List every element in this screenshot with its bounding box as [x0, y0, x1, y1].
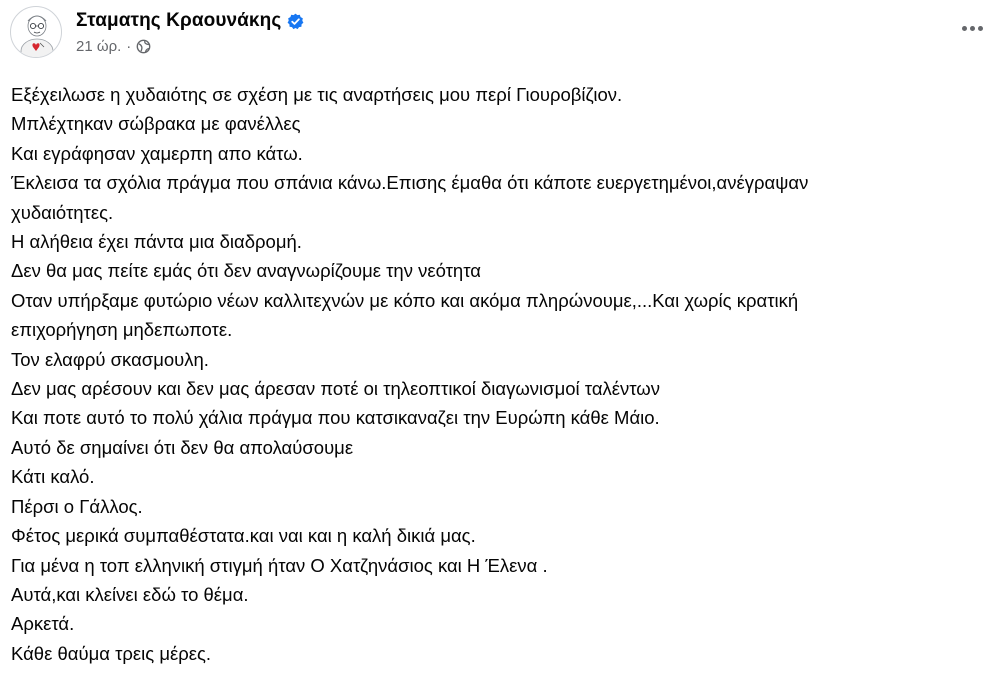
- post-line: Κάθε θαύμα τρεις μέρες.: [11, 642, 212, 664]
- post-timestamp[interactable]: 21 ώρ.: [76, 38, 122, 55]
- post-line: επιχορήγηση μηδεπωποτε.: [11, 319, 233, 341]
- post-line: Αυτό δε σημαίνει ότι δεν θα απολαύσουμε: [11, 436, 354, 458]
- author-name[interactable]: Σταματης Κραουνάκης: [76, 10, 282, 31]
- post-line: Οταν υπήρξαμε φυτώριο νέων καλλιτεχνών με κόπο και ακόμα πληρώνουμε,...Και χωρίς κρατική: [11, 289, 799, 311]
- post-line: Τον ελαφρύ σκασμουλη.: [11, 348, 209, 370]
- post-line: Για μένα η τοπ ελληνική στιγμή ήταν Ο Χατζηνάσιος και Η Έλενα .: [11, 554, 548, 576]
- post-line: Δεν μας αρέσουν και δεν μας άρεσαν ποτέ οι τηλεοπτικοί διαγωνισμοί ταλέντων: [11, 378, 660, 400]
- post-line: Αυτά,και κλείνει εδώ το θέμα.: [11, 583, 249, 605]
- post-header: [10, 6, 304, 66]
- more-options-button[interactable]: [955, 18, 989, 38]
- post-meta: [76, 8, 304, 55]
- post-line: Και ποτε αυτό το πολύ χάλια πράγμα που κατσικαναζει την Ευρώπη κάθε Μάιο.: [11, 407, 660, 429]
- globe-icon[interactable]: [136, 39, 151, 54]
- author-row: [76, 8, 304, 34]
- more-options-icon: [962, 26, 967, 31]
- more-options-icon-dot: [970, 26, 975, 31]
- post-line: Η αλήθεια έχει πάντα μια διαδρομή.: [11, 231, 302, 253]
- post-text: [11, 80, 989, 668]
- more-options-icon-dot: [978, 26, 983, 31]
- post-subline: [76, 38, 304, 55]
- post-line: Πέρσι ο Γάλλος.: [11, 495, 143, 517]
- author-avatar[interactable]: [10, 6, 62, 58]
- separator-dot: ·: [126, 38, 132, 55]
- post-line: Έκλεισα τα σχόλια πράγμα που σπάνια κάνω.Επισης έμαθα ότι κάποτε ευεργετημένοι,ανέγραψαν: [11, 172, 809, 194]
- post-line: χυδαιότητες.: [11, 201, 114, 223]
- post-line: Φέτος μερικά συμπαθέστατα.και ναι και η καλή δικιά μας.: [11, 525, 476, 547]
- post-line: Αρκετά.: [11, 613, 75, 635]
- caricature-avatar-icon: [11, 7, 62, 58]
- post-line: Εξέχειλωσε η χυδαιότης σε σχέση με τις αναρτήσεις μου περί Γιουροβίζιον.: [11, 84, 623, 105]
- post-line: Δεν θα μας πείτε εμάς ότι δεν αναγνωρίζουμε την νεότητα: [11, 260, 481, 282]
- post-line: Κάτι καλό.: [11, 466, 95, 488]
- verified-badge-icon: [287, 13, 304, 30]
- post-line: Και εγράφησαν χαμερπη απο κάτω.: [11, 142, 303, 164]
- post-line: Μπλέχτηκαν σώβρακα με φανέλλες: [11, 113, 301, 135]
